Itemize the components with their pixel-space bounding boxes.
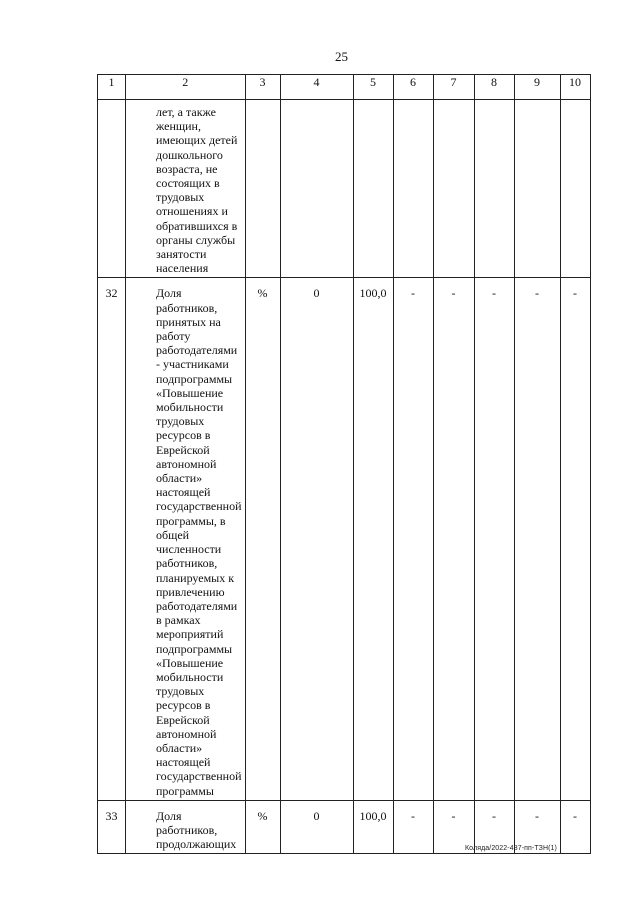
row-description: лет, а также женщин, имеющих детей дошкольного возраста, не состоящих в трудовых отношениях и обратившихся в органы службы занятости населения — [126, 100, 246, 278]
header-cell: 5 — [353, 75, 393, 100]
row-value-col8: - — [474, 278, 514, 800]
row-value-col9 — [514, 100, 560, 278]
row-number: 33 — [98, 800, 126, 854]
row-unit — [245, 100, 280, 278]
header-cell: 3 — [245, 75, 280, 100]
row-value-col5 — [353, 100, 393, 278]
header-cell: 2 — [126, 75, 246, 100]
row-value-col5: 100,0 — [353, 800, 393, 854]
row-value-col6 — [393, 100, 433, 278]
row-value-col5: 100,0 — [353, 278, 393, 800]
row-value-col8 — [474, 100, 514, 278]
row-value-col9: - — [514, 278, 560, 800]
table-header-row — [98, 75, 591, 100]
table-row — [98, 278, 591, 800]
row-value-col4: 0 — [280, 800, 353, 854]
row-value-col7: - — [433, 800, 474, 854]
header-cell: 10 — [560, 75, 590, 100]
row-unit: % — [245, 800, 280, 854]
row-value-col10: - — [560, 278, 590, 800]
row-value-col10: - — [560, 800, 590, 854]
row-value-col9: - — [514, 800, 560, 854]
document-code: Коляда/2022-487-пп-ТЗН(1) — [465, 845, 557, 852]
row-value-col6: - — [393, 278, 433, 800]
row-number: 32 — [98, 278, 126, 800]
page-number: 25 — [335, 49, 348, 64]
header-cell: 1 — [98, 75, 126, 100]
row-value-col6: - — [393, 800, 433, 854]
row-value-col10 — [560, 100, 590, 278]
header-cell: 6 — [393, 75, 433, 100]
header-cell: 7 — [433, 75, 474, 100]
header-cell: 8 — [474, 75, 514, 100]
header-cell: 9 — [514, 75, 560, 100]
row-description: Доля работников, принятых на работу работодателями - участниками подпрограммы «Повышение мобильности трудовых ресурсов в Еврейской автономной области» настоящей государственной программы, в общей численности работников, планируемых к привлечению работодателями в рамках мероприятий подпрограммы «Повышение мобильности трудовых ресурсов в Еврейской автономной области» настоящей государственной программы — [126, 278, 246, 800]
row-value-col4 — [280, 100, 353, 278]
header-cell: 4 — [280, 75, 353, 100]
row-description: Доля работников, продолжающих — [126, 800, 246, 854]
row-value-col4: 0 — [280, 278, 353, 800]
row-number — [98, 100, 126, 278]
indicators-table — [97, 74, 591, 854]
row-unit: % — [245, 278, 280, 800]
table-row — [98, 100, 591, 278]
row-value-col7: - — [433, 278, 474, 800]
row-value-col8: - — [474, 800, 514, 854]
row-value-col7 — [433, 100, 474, 278]
